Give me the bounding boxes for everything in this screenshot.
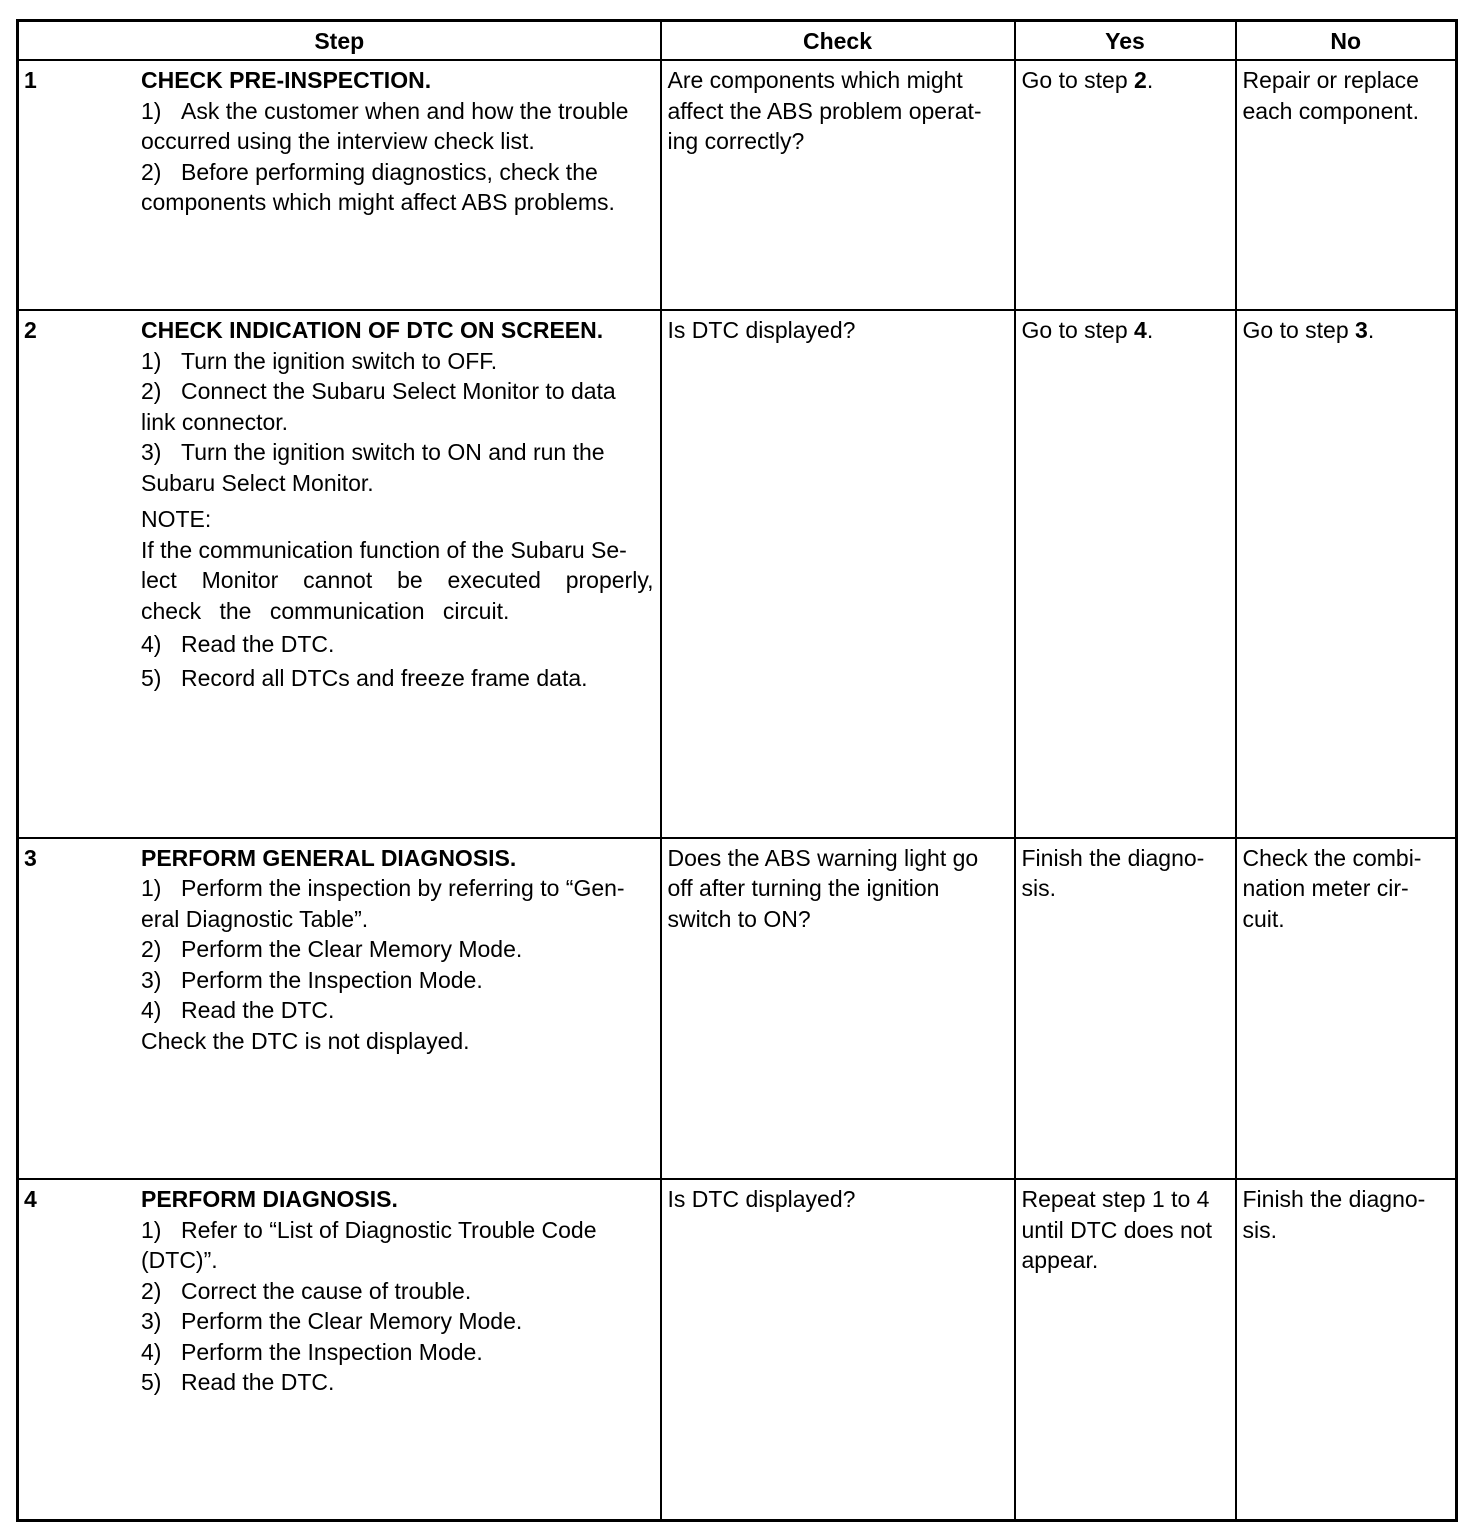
step-item: 1) Perform the inspection by referring to “Gen- bbox=[141, 875, 625, 902]
step-item: 5) Read the DTC. bbox=[141, 1369, 335, 1396]
step-item: 3) Turn the ignition switch to ON and run the bbox=[141, 439, 605, 466]
step-item: 4) Perform the Inspection Mode. bbox=[141, 1338, 483, 1365]
step-cell bbox=[18, 310, 661, 838]
header-yes: Yes bbox=[1015, 21, 1236, 61]
yes-cell: Go to step 4. bbox=[1015, 310, 1236, 838]
step-title: PERFORM DIAGNOSIS. bbox=[141, 1186, 398, 1213]
diagnostic-table bbox=[16, 19, 1458, 1522]
header-no: No bbox=[1236, 21, 1457, 61]
step-title: PERFORM GENERAL DIAGNOSIS. bbox=[141, 844, 517, 871]
step-number: 4 bbox=[24, 1186, 37, 1213]
step-item: 1) Ask the customer when and how the trouble bbox=[141, 97, 629, 124]
yes-cell: Go to step 2. bbox=[1015, 60, 1236, 310]
check-cell: Is DTC displayed? bbox=[661, 310, 1015, 838]
step-item-cont: occurred using the interview check list. bbox=[141, 128, 535, 154]
step-cell bbox=[18, 838, 661, 1179]
step-item: 2) Connect the Subaru Select Monitor to data bbox=[141, 378, 616, 405]
yes-cell: Repeat step 1 to 4 until DTC does not appear. bbox=[1015, 1179, 1236, 1520]
no-cell: Check the combi- nation meter cir- cuit. bbox=[1236, 838, 1457, 1179]
step-item: 5) Record all DTCs and freeze frame data. bbox=[141, 664, 588, 691]
step-item-cont: Subaru Select Monitor. bbox=[141, 469, 374, 496]
table-row bbox=[18, 838, 1457, 1179]
no-cell: Finish the diagno- sis. bbox=[1236, 1179, 1457, 1520]
check-cell: Is DTC displayed? bbox=[661, 1179, 1015, 1520]
step-item: 3) Perform the Clear Memory Mode. bbox=[141, 1308, 523, 1335]
table-row bbox=[18, 1179, 1457, 1520]
step-item-cont: components which might affect ABS problems. bbox=[141, 189, 615, 215]
step-item: 3) Perform the Inspection Mode. bbox=[141, 966, 483, 993]
step-number: 1 bbox=[24, 67, 37, 93]
step-item: 2) Perform the Clear Memory Mode. bbox=[141, 936, 523, 963]
header-step: Step bbox=[18, 21, 661, 61]
step-cell bbox=[18, 1179, 661, 1520]
step-title: CHECK INDICATION OF DTC ON SCREEN. bbox=[141, 317, 604, 344]
note-text: If the communication function of the Subaru Se- bbox=[141, 536, 627, 563]
note-text: lect Monitor cannot be executed properly, bbox=[141, 567, 654, 594]
note-label: NOTE: bbox=[141, 506, 212, 533]
step-item-cont: eral Diagnostic Table”. bbox=[141, 905, 369, 932]
step-item: 2) Before performing diagnostics, check the bbox=[141, 158, 598, 185]
yes-cell: Finish the diagno- sis. bbox=[1015, 838, 1236, 1179]
no-cell: Go to step 3. bbox=[1236, 310, 1457, 838]
step-item: 2) Correct the cause of trouble. bbox=[141, 1277, 472, 1304]
step-reference: 3 bbox=[1355, 317, 1368, 344]
header-row bbox=[18, 21, 1457, 61]
step-tail: Check the DTC is not displayed. bbox=[141, 1027, 470, 1054]
step-item: 4) Read the DTC. bbox=[141, 997, 335, 1024]
step-number: 3 bbox=[24, 844, 37, 871]
step-item: 1) Turn the ignition switch to OFF. bbox=[141, 347, 498, 374]
table-row bbox=[18, 310, 1457, 838]
step-item-cont: link connector. bbox=[141, 408, 289, 435]
step-title: CHECK PRE-INSPECTION. bbox=[141, 67, 432, 93]
step-cell bbox=[18, 60, 661, 310]
step-item: 4) Read the DTC. bbox=[141, 631, 335, 658]
step-reference: 2 bbox=[1134, 67, 1147, 93]
step-item: 1) Refer to “List of Diagnostic Trouble Code bbox=[141, 1216, 597, 1243]
table-row bbox=[18, 60, 1457, 310]
step-number: 2 bbox=[24, 317, 37, 344]
step-item-cont: (DTC)”. bbox=[141, 1247, 218, 1274]
check-cell: Are components which might affect the ABS problem operat- ing correctly? bbox=[661, 60, 1015, 310]
no-cell: Repair or replace each component. bbox=[1236, 60, 1457, 310]
header-check: Check bbox=[661, 21, 1015, 61]
check-cell: Does the ABS warning light go off after turning the ignition switch to ON? bbox=[661, 838, 1015, 1179]
step-reference: 4 bbox=[1134, 317, 1147, 344]
note-block bbox=[141, 504, 654, 626]
note-text: check the communication circuit. bbox=[141, 597, 510, 624]
